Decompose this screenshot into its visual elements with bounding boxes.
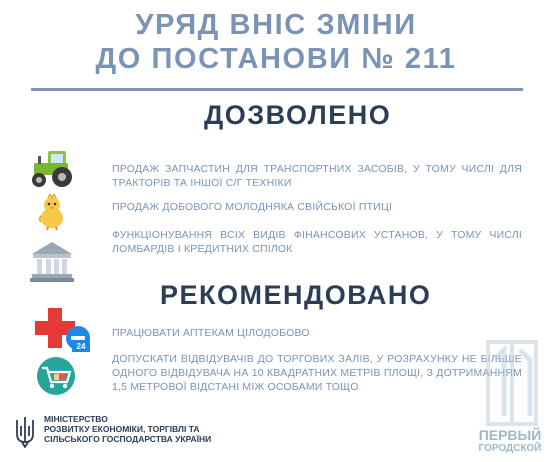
ministry-line-3: СІЛЬСЬКОГО ГОСПОДАРСТВА УКРАЇНИ <box>44 434 212 444</box>
chick-icon <box>36 194 68 230</box>
ministry-name <box>44 414 211 444</box>
recommended-heading: РЕКОМЕНДОВАНО <box>160 280 432 310</box>
recommended-item-2-text: ДОПУСКАТИ ВІДВІДУВАЧІВ ДО ТОРГОВИХ ЗАЛІВ, У РОЗРАХУНКУ НЕ БІЛЬШЕ ОДНОГО ВІДВІДУВАЧА НА 10 КВАДРАТНИХ МЕТРІВ ПЛОЩІ, З ДОТРИМАННЯМ 1,5 МЕТРОВОЇ ВІДСТАНІ МІЖ ОСОБАМИ ТОЩО <box>112 353 522 393</box>
allowed-item-1-text: ПРОДАЖ ЗАПЧАСТИН ДЛЯ ТРАНСПОРТНИХ ЗАСОБІВ, У ТОМУ ЧИСЛІ ДЛЯ ТРАКТОРІВ ТА ІНШОЇ С/Г ТЕХНІКИ <box>112 163 522 189</box>
allowed-item-3-text: ФУНКЦІОНУВАННЯ ВСІХ ВИДІВ ФІНАНСОВИХ УСТАНОВ, У ТОМУ ЧИСЛІ ЛОМБАРДІВ І КРЕДИТНИХ СПІЛОК <box>112 229 522 255</box>
shopping-cart-icon <box>34 356 78 396</box>
page-title <box>0 8 552 76</box>
bank-icon <box>30 240 74 282</box>
title-line-1: УРЯД ВНІС ЗМІНИ <box>135 9 417 41</box>
recommended-item-1-text: ПРАЦЮВАТИ АПТЕКАМ ЦІЛОДОБОВО <box>112 327 310 339</box>
title-line-2: ДО ПОСТАНОВИ № 211 <box>95 43 457 75</box>
ministry-line-1: МІНІСТЕРСТВО <box>44 414 108 424</box>
title-divider <box>31 88 523 91</box>
pharmacy-24-badge: 24 <box>72 341 90 352</box>
watermark-line-1: ПЕРВЫЙ <box>478 427 542 443</box>
trident-emblem-icon <box>14 416 36 448</box>
watermark-brand <box>468 428 552 455</box>
tractor-icon <box>28 148 76 188</box>
allowed-item-2-text: ПРОДАЖ ДОБОВОГО МОЛОДНЯКА СВІЙСЬКОЇ ПТИЦІ <box>112 201 393 213</box>
watermark-line-2: ГОРОДСКОЙ <box>478 443 542 454</box>
ministry-line-2: РОЗВИТКУ ЕКОНОМІКИ, ТОРГІВЛІ ТА <box>44 424 200 434</box>
first-city-logo-icon <box>480 340 544 426</box>
allowed-heading: ДОЗВОЛЕНО <box>204 100 392 130</box>
